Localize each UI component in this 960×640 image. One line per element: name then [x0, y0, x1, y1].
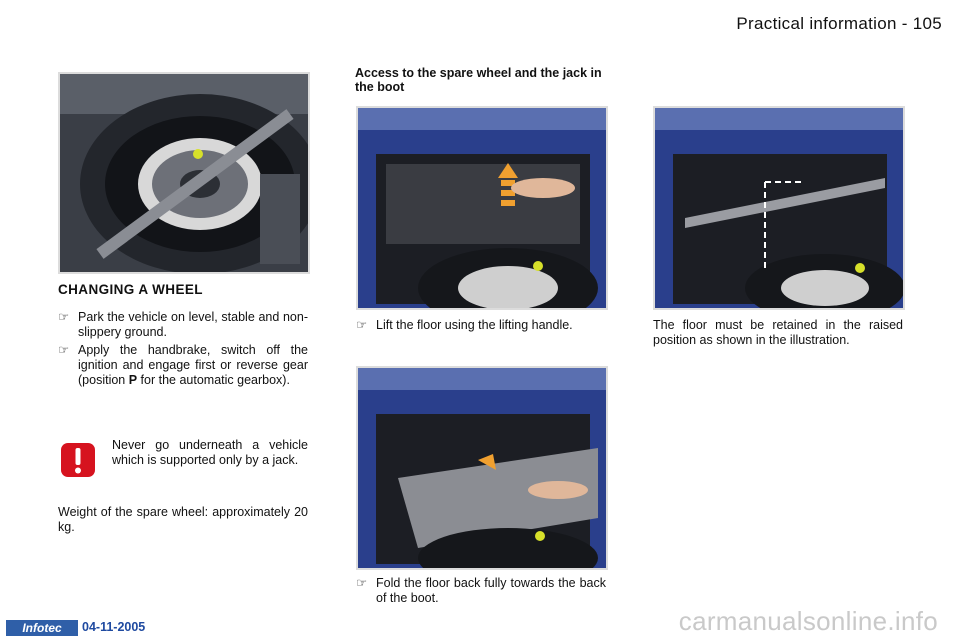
section-subtitle: Access to the spare wheel and the jack in the boot	[355, 66, 602, 94]
page-title: Practical information - 105	[736, 14, 942, 33]
instruction-item: ☞ Fold the floor back fully towards the back of the boot.	[356, 576, 606, 605]
print-date: 04-11-2005	[82, 620, 146, 634]
fold-floor-photo	[356, 366, 608, 570]
hand-pointer-icon: ☞	[356, 576, 368, 590]
floor-raised-photo	[653, 106, 905, 310]
retain-note: The floor must be retained in the raised position as shown in the illustration.	[653, 318, 903, 347]
spare-wheel-photo	[58, 72, 310, 274]
infotec-logo: Infotec	[6, 620, 78, 636]
warning-text: Never go underneath a vehicle which is supported only by a jack.	[112, 438, 308, 467]
weight-note: Weight of the spare wheel: approximately 20 kg.	[58, 505, 308, 534]
watermark: carmanualsonline.info	[678, 606, 938, 636]
instruction-item: ☞ Lift the floor using the lifting handle.	[356, 318, 573, 332]
lift-floor-photo	[356, 106, 608, 310]
section-title: CHANGING A WHEEL	[58, 282, 203, 297]
hand-pointer-icon: ☞	[356, 318, 368, 332]
instruction-item: ☞ Apply the handbrake, switch off the ignition and engage first or reverse gear (position P for the automatic gearbox).	[58, 343, 308, 387]
warning-icon	[60, 442, 96, 478]
hand-pointer-icon: ☞	[58, 343, 70, 357]
hand-pointer-icon: ☞	[58, 310, 70, 324]
instruction-item: ☞ Park the vehicle on level, stable and non-slippery ground.	[58, 310, 308, 339]
